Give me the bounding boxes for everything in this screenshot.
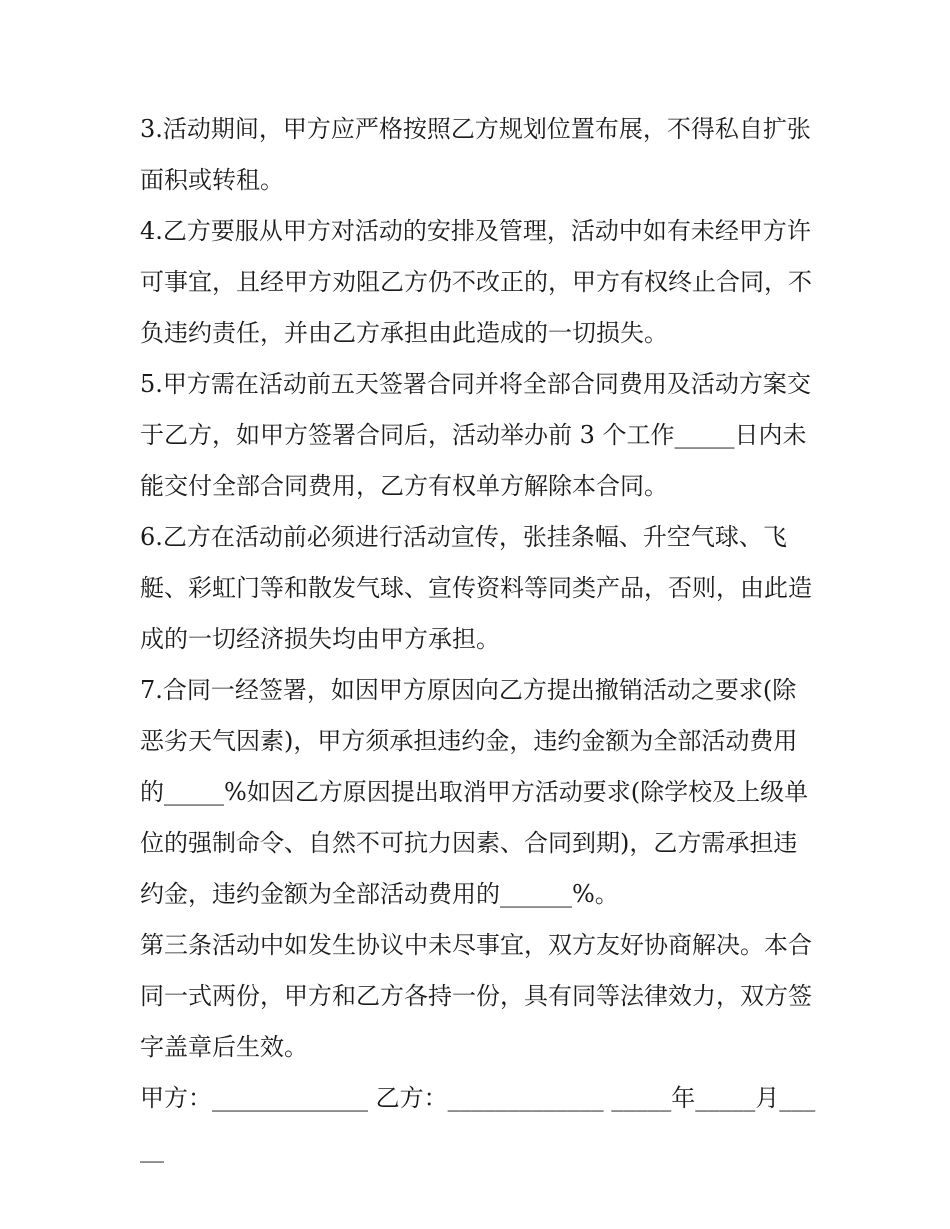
clause-5: 5.甲方需在活动前五天签署合同并将全部合同费用及活动方案交于乙方，如甲方签署合同后，活动举办前 3 个工作_____日内未能交付全部合同费用，乙方有权单方解除本合同。 <box>140 370 811 500</box>
signature-line: 甲方：_____________ 乙方：_____________ _____年_____月_____ <box>140 1084 816 1163</box>
contract-text <box>140 104 820 1175</box>
clause-3: 3.活动期间，甲方应严格按照乙方规划位置布展，不得私自扩张面积或转租。 <box>140 115 811 194</box>
clause-6: 6.乙方在活动前必须进行活动宣传，张挂条幅、升空气球、飞艇、彩虹门等和散发气球、宣传资料等同类产品，否则，由此造成的一切经济损失均由甲方承担。 <box>140 523 812 653</box>
clause-7: 7.合同一经签署，如因甲方原因向乙方提出撤销活动之要求(除恶劣天气因素)，甲方须承担违约金，违约金额为全部活动费用的_____%如因乙方原因提出取消甲方活动要求(除学校及上级单位的强制命令、自然不可抗力因素、合同到期)，乙方需承担违约金，违约金额为全部活动费用的______%。 <box>140 676 809 908</box>
clause-4: 4.乙方要服从甲方对活动的安排及管理，活动中如有未经甲方许可事宜，且经甲方劝阻乙方仍不改正的，甲方有权终止合同，不负违约责任，并由乙方承担由此造成的一切损失。 <box>140 217 812 347</box>
article-3: 第三条活动中如发生协议中未尽事宜，双方友好协商解决。本合同一式两份，甲方和乙方各持一份，具有同等法律效力，双方签字盖章后生效。 <box>140 931 812 1061</box>
